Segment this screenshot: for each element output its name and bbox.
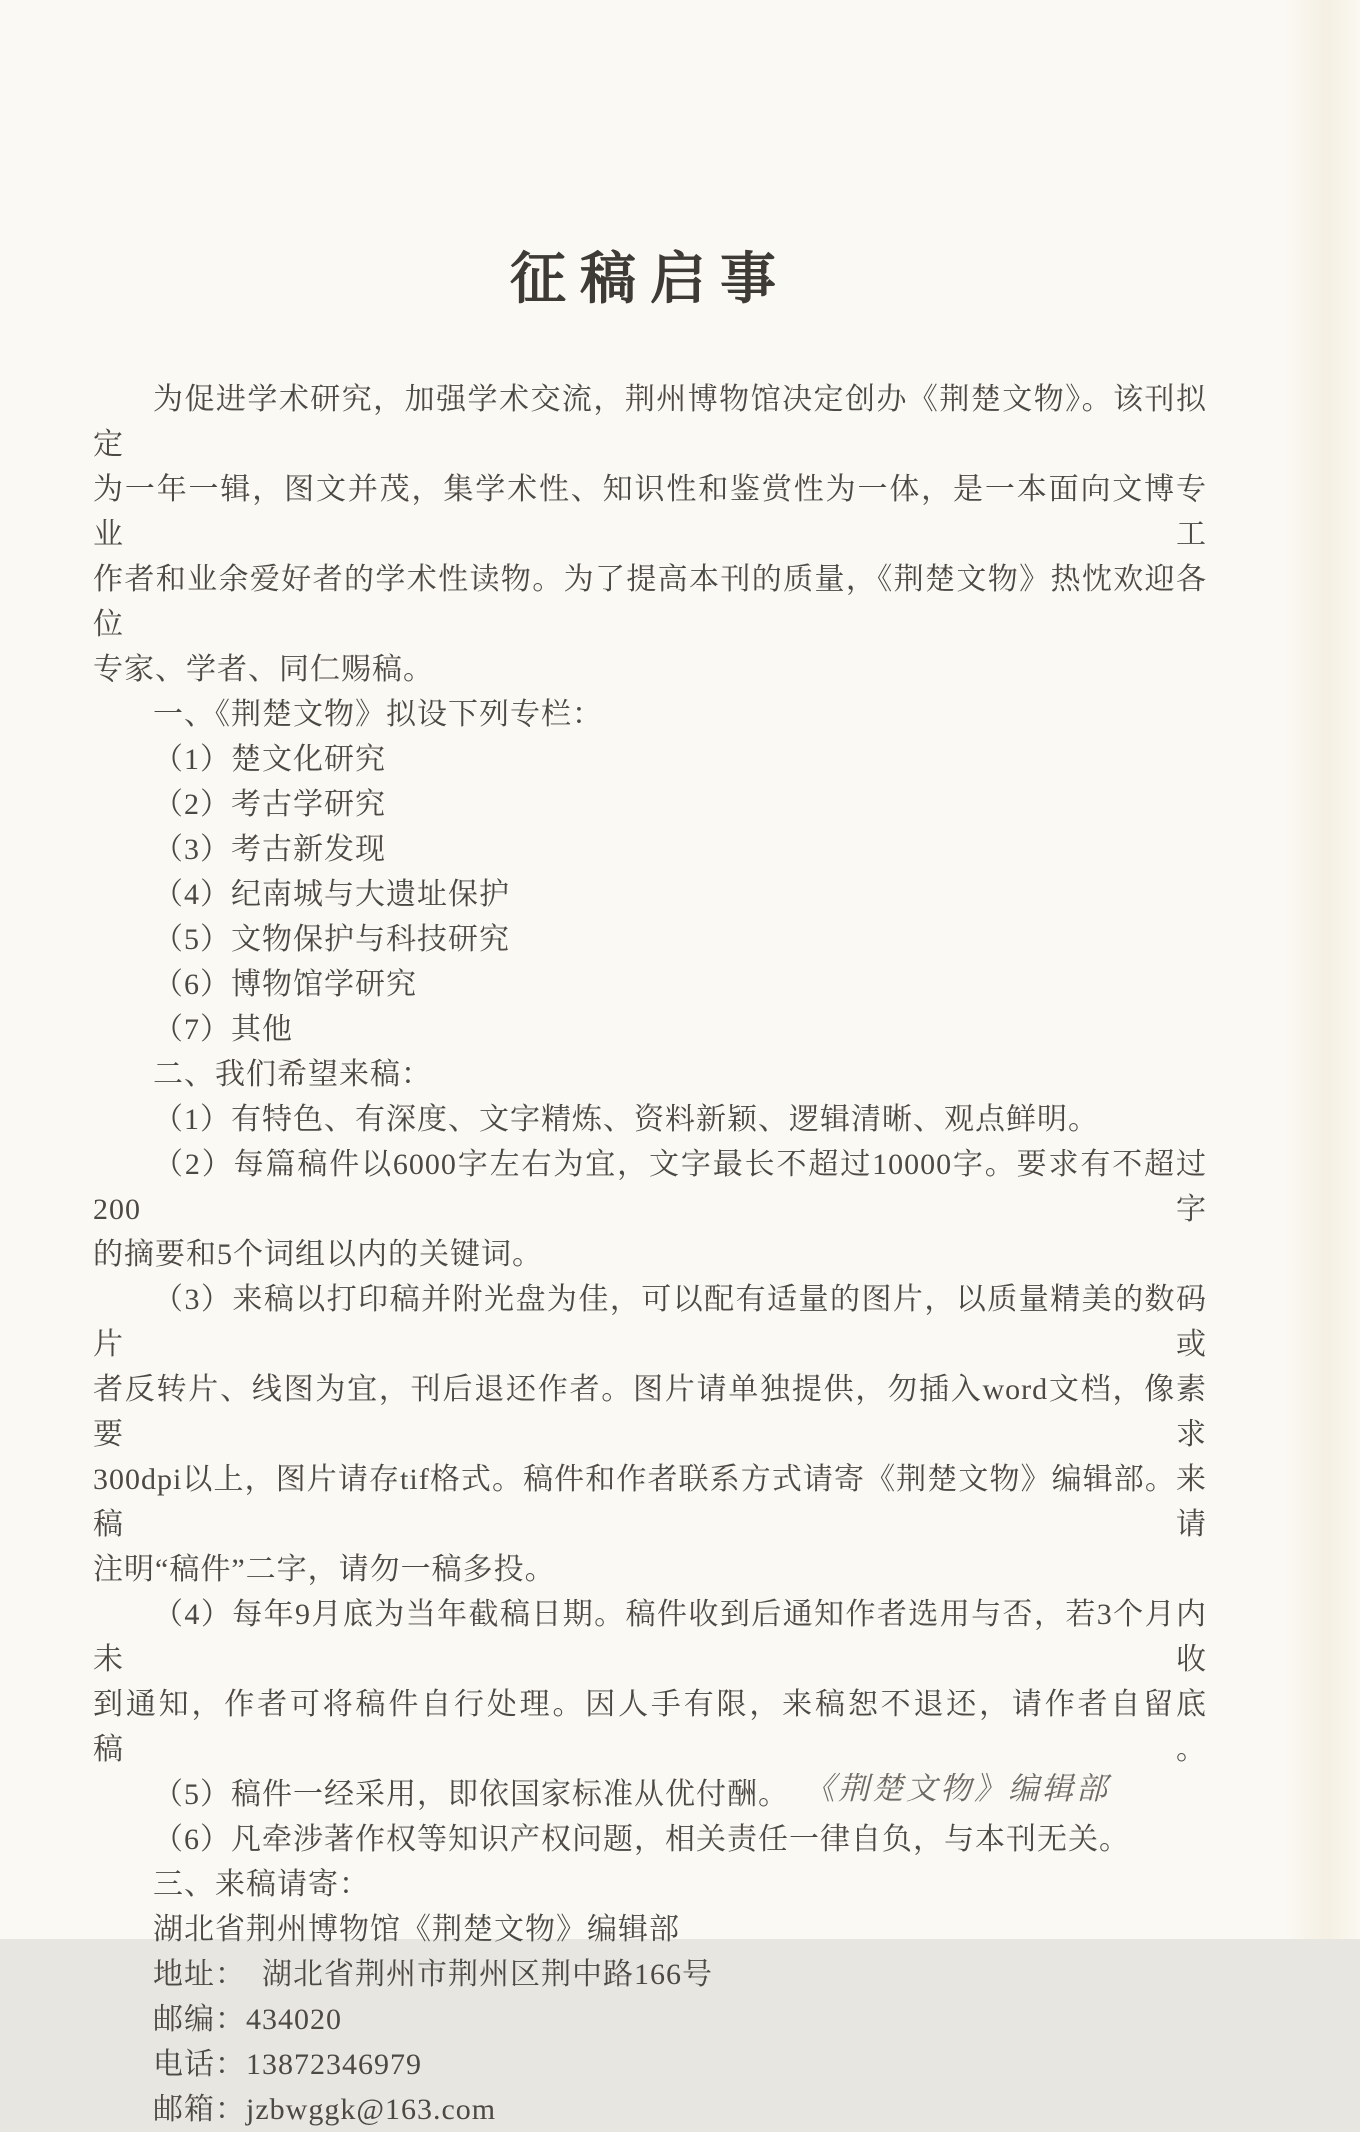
hopes-line: （1）有特色、有深度、文字精炼、资料新颖、逻辑清晰、观点鲜明。	[153, 1103, 1099, 1136]
hopes-line: （4）每年9月底为当年截稿日期。稿件收到后通知作者选用与否，若3个月内未收	[93, 1598, 1207, 1676]
column-item: （4）纪南城与大遗址保护	[153, 878, 510, 911]
hopes-line: （3）来稿以打印稿并附光盘为佳，可以配有适量的图片，以质量精美的数码片或	[93, 1283, 1207, 1361]
column-item: （1）楚文化研究	[153, 743, 386, 776]
hopes-line: （6）凡牵涉著作权等知识产权问题，相关责任一律自负，与本刊无关。	[153, 1823, 1130, 1856]
column-item: （5）文物保护与科技研究	[153, 923, 510, 956]
hopes-line: 者反转片、线图为宜，刊后退还作者。图片请单独提供，勿插入word文档，像素要求	[93, 1373, 1207, 1451]
column-item: （2）考古学研究	[153, 788, 386, 821]
contact-line-email: 邮箱：jzbwggk@163.com	[153, 2093, 497, 2126]
hopes-line: （5）稿件一经采用，即依国家标准从优付酬。	[153, 1778, 789, 1811]
hopes-line: 注明“稿件”二字，请勿一稿多投。	[93, 1553, 556, 1586]
contact-line: 湖北省荆州博物馆《荆楚文物》编辑部	[153, 1913, 680, 1946]
contact-line-phone: 电话：13872346979	[153, 2048, 422, 2081]
intro-line: 专家、学者、同仁赐稿。	[93, 653, 434, 686]
contact-line-address: 地址： 湖北省荆州市荆州区荆中路166号	[153, 1958, 713, 1991]
intro-line: 作者和业余爱好者的学术性读物。为了提高本刊的质量，《荆楚文物》热忱欢迎各位	[93, 563, 1207, 641]
section-three-heading: 三、来稿请寄：	[153, 1868, 370, 1901]
column-item: （3）考古新发现	[153, 833, 386, 866]
section-two-heading: 二、我们希望来稿：	[153, 1058, 432, 1091]
column-item: （6）博物馆学研究	[153, 968, 417, 1001]
page-edge-shadow	[1285, 0, 1360, 1939]
section-one-heading: 一、《荆楚文物》拟设下列专栏：	[153, 698, 603, 731]
document-body	[93, 377, 1207, 2132]
hopes-line: 的摘要和5个词组以内的关键词。	[93, 1238, 543, 1271]
contact-line-postcode: 邮编：434020	[153, 2003, 342, 2036]
page-title: 征稿启事	[510, 249, 790, 311]
intro-line: 为一年一辑，图文并茂，集学术性、知识性和鉴赏性为一体，是一本面向文博专业工	[93, 473, 1207, 551]
hopes-line: （2）每篇稿件以6000字左右为宜，文字最长不超过10000字。要求有不超过200字	[93, 1148, 1207, 1226]
hopes-line: 到通知，作者可将稿件自行处理。因人手有限，来稿恕不退还，请作者自留底稿。	[93, 1688, 1207, 1766]
intro-line: 为促进学术研究，加强学术交流，荆州博物馆决定创办《荆楚文物》。该刊拟定	[93, 383, 1207, 461]
column-item: （7）其他	[153, 1013, 293, 1046]
hopes-line: 300dpi以上，图片请存tif格式。稿件和作者联系方式请寄《荆楚文物》编辑部。来稿请	[93, 1463, 1207, 1541]
editorial-signature: 《荆楚文物》编辑部	[804, 1771, 1110, 1806]
